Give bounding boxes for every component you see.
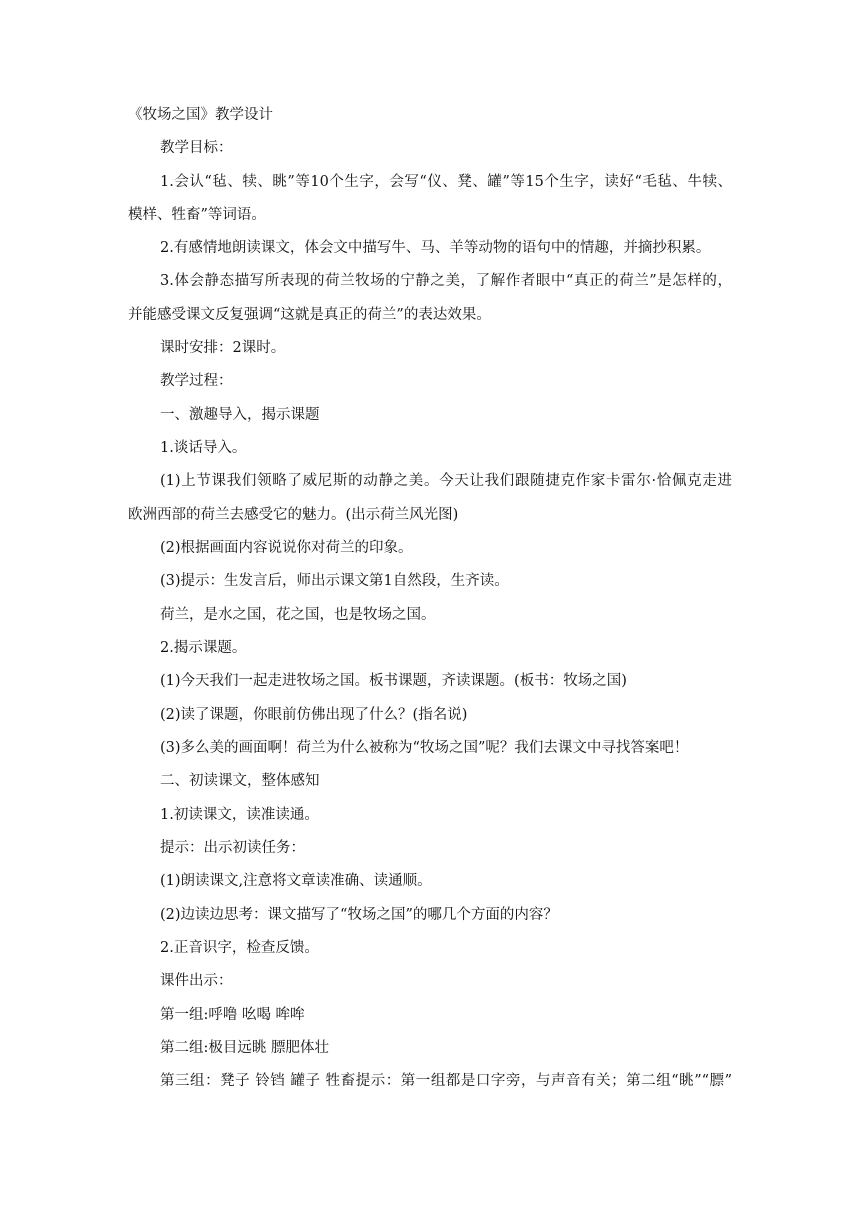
paragraph-line: (2)边读边思考：课文描写了“牧场之国”的哪几个方面的内容？ xyxy=(160,907,558,923)
paragraph-line: 模样、牲畜”等词语。 xyxy=(128,207,266,223)
paragraph-line: 1.初读课文，读准读通。 xyxy=(160,807,319,823)
paragraph-line: 课件出示： xyxy=(160,973,233,989)
paragraph-line: (3)提示：生发言后，师出示课文第1自然段，生齐读。 xyxy=(160,573,509,589)
paragraph-line: 第三组：凳子 铃铛 罐子 牲畜提示：第一组都是口字旁，与声音有关；第二组“眺”“膘” xyxy=(160,1073,732,1089)
section-heading: 一、激趣导入，揭示课题 xyxy=(160,407,320,423)
paragraph-line: 欧洲西部的荷兰去感受它的魅力。(出示荷兰风光图) xyxy=(128,507,459,523)
paragraph-line: 荷兰，是水之国，花之国，也是牧场之国。 xyxy=(160,607,436,623)
paragraph-line: 2.有感情地朗读课文，体会文中描写牛、马、羊等动物的语句中的情趣，并摘抄积累。 xyxy=(160,240,711,256)
paragraph-line: 提示：出示初读任务： xyxy=(160,840,305,856)
section-heading: 教学目标： xyxy=(160,140,233,156)
paragraph-line: 第二组:极目远眺 膘肥体壮 xyxy=(160,1040,329,1056)
paragraph-line: 1.会认“毡、犊、眺”等10个生字，会写“仪、凳、罐”等15个生字，读好“毛毡、牛犊、 xyxy=(160,174,732,190)
document-page xyxy=(128,0,732,1216)
paragraph-line: 1.谈话导入。 xyxy=(160,440,247,456)
paragraph-line: 并能感受课文反复强调“这就是真正的荷兰”的表达效果。 xyxy=(128,307,491,323)
document-title: 《牧场之国》教学设计 xyxy=(128,107,273,123)
paragraph-line: (1)上节课我们领略了威尼斯的动静之美。今天让我们跟随捷克作家卡雷尔·恰佩克走进 xyxy=(160,473,732,489)
paragraph-line: 2.正音识字，检查反馈。 xyxy=(160,940,319,956)
paragraph-line: (3)多么美的画面啊！荷兰为什么被称为“牧场之国”呢？我们去课文中寻找答案吧！ xyxy=(160,740,689,756)
section-heading: 教学过程： xyxy=(160,373,233,389)
paragraph-line: 3.体会静态描写所表现的荷兰牧场的宁静之美，了解作者眼中“真正的荷兰”是怎样的， xyxy=(160,273,732,289)
paragraph-line: (2)读了课题，你眼前仿佛出现了什么？(指名说) xyxy=(160,707,468,723)
paragraph-line: 第一组:呼噜 吆喝 哞哞 xyxy=(160,1007,305,1023)
paragraph-line: (1)今天我们一起走进牧场之国。板书课题，齐读课题。(板书：牧场之国) xyxy=(160,673,627,689)
paragraph-line: 2.揭示课题。 xyxy=(160,640,247,656)
paragraph-line: (1)朗读课文,注意将文章读准确、读通顺。 xyxy=(160,873,432,889)
section-heading: 二、初读课文，整体感知 xyxy=(160,773,320,789)
paragraph-line: 课时安排：2课时。 xyxy=(160,340,286,356)
paragraph-line: (2)根据画面内容说说你对荷兰的印象。 xyxy=(160,540,413,556)
